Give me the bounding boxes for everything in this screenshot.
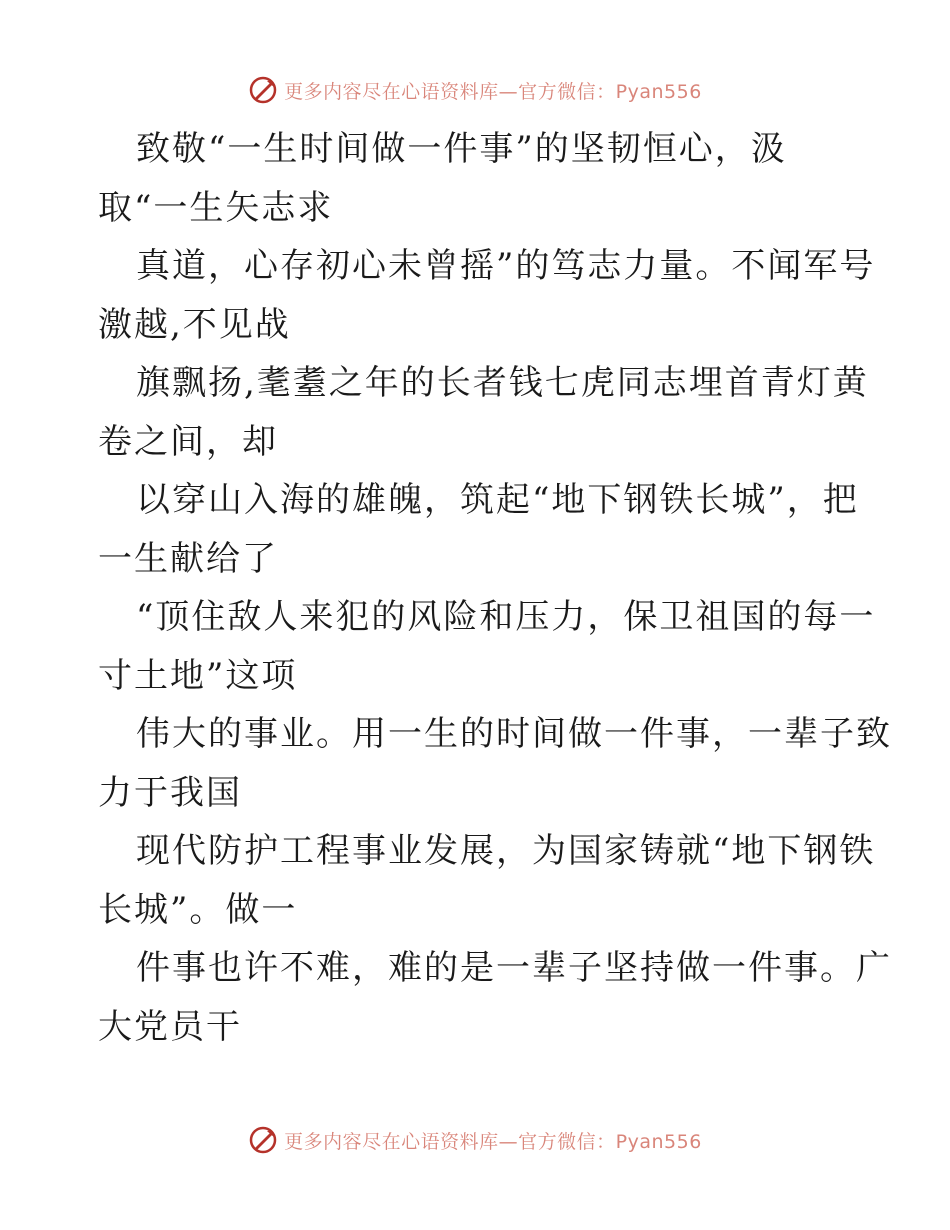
body-line: 寸土地”这项 xyxy=(98,655,298,696)
body-line: 一生献给了 xyxy=(98,538,278,579)
body-line: 取“一生矢志求 xyxy=(98,187,334,228)
document-body xyxy=(98,120,892,1056)
body-line: 激越,不见战 xyxy=(98,304,291,345)
body-line: 真道，心存初心未曾摇”的笃志力量。不闻军号 xyxy=(136,246,876,286)
footer-banner xyxy=(0,1120,950,1160)
body-line: 现代防护工程事业发展，为国家铸就“地下钢铁 xyxy=(136,831,876,871)
body-line: 长城”。做一 xyxy=(98,889,298,930)
body-line: 力于我国 xyxy=(98,772,242,813)
body-line: 伟大的事业。用一生的时间做一件事，一辈子致 xyxy=(136,714,892,754)
body-line: 件事也许不难，难的是一辈子坚持做一件事。广 xyxy=(136,948,892,988)
footer-banner-text: 更多内容尽在心语资料库—官方微信：Pyan556 xyxy=(284,1130,702,1153)
body-line: 以穿山入海的雄魄，筑起“地下钢铁长城”，把 xyxy=(136,480,859,520)
body-line: 旗飘扬,耄耋之年的长者钱七虎同志埋首青灯黄 xyxy=(136,363,869,403)
quill-logo-icon xyxy=(248,1125,278,1155)
body-line: “顶住敌人来犯的风险和压力，保卫祖国的每一 xyxy=(136,597,876,637)
header-banner xyxy=(0,70,950,110)
body-line: 大党员干 xyxy=(98,1006,242,1047)
body-line: 卷之间，却 xyxy=(98,421,278,462)
quill-logo-icon xyxy=(248,75,278,105)
body-line: 致敬“一生时间做一件事”的坚韧恒心，汲 xyxy=(136,129,787,169)
header-banner-text: 更多内容尽在心语资料库—官方微信：Pyan556 xyxy=(284,80,702,103)
